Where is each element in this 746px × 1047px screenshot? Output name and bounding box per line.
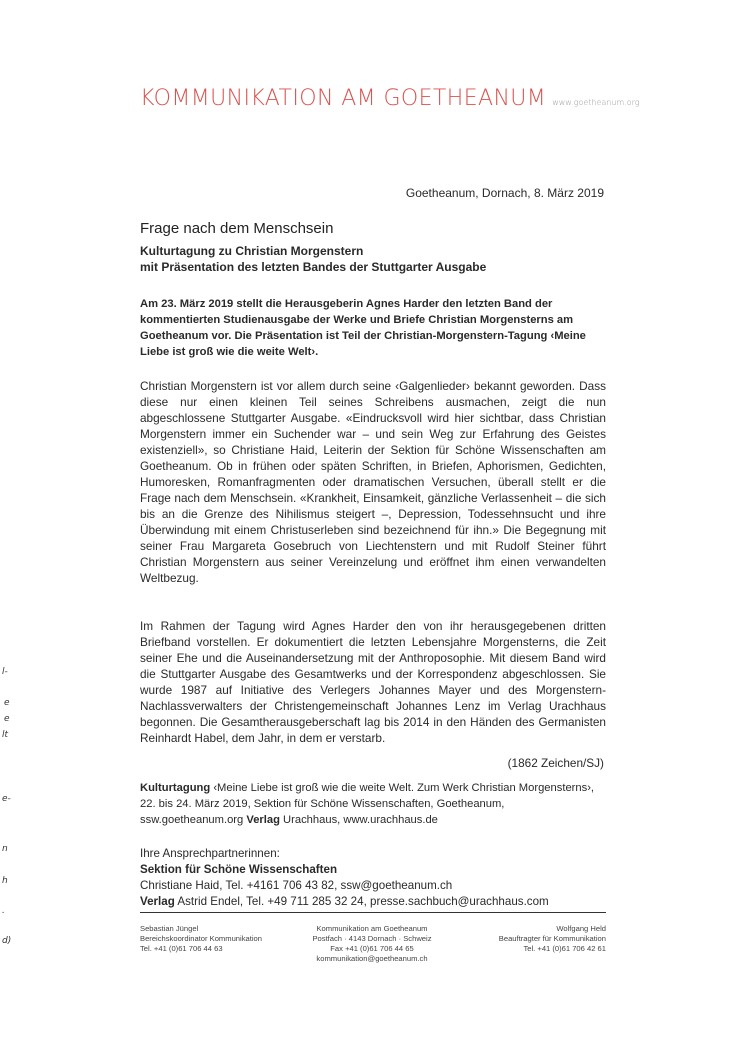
footer-left-phone: Tel. +41 (0)61 706 44 63 (140, 944, 223, 953)
event-publisher-label: Verlag (246, 814, 280, 826)
masthead-url[interactable]: www.goetheanum.org (552, 98, 640, 107)
footer-left-contact (140, 924, 300, 954)
event-publisher-text: Urachhaus, www.urachhaus.de (279, 814, 438, 826)
event-text: ‹Meine Liebe ist groß wie die weite Welt. Zum Werk Christian Morgensterns›, 22. bis 24. März 2019, Sektion für Schöne Wissenschaften, Goetheanum, ssw.goetheanum.org (140, 782, 595, 826)
margin-fragment: e- (2, 794, 11, 804)
masthead (140, 86, 640, 111)
lead-paragraph: Am 23. März 2019 stellt die Herausgeberin Agnes Harder den letzten Band der kommentierten Studienausgabe der Werke und Briefe Christian Morgensterns am Goetheanum vor. Die Präsentation ist Teil der Christian-Morgenstern-Tagung ‹Meine Liebe ist groß wie die weite Welt›. (140, 298, 586, 358)
headline: Frage nach dem Menschsein (140, 220, 334, 237)
footer-mid-address: Postfach · 4143 Dornach · Schweiz (312, 934, 432, 943)
margin-fragment: l- (2, 667, 8, 677)
subheadline (140, 243, 606, 275)
margin-fragment: e (4, 698, 10, 708)
contacts-intro: Ihre Ansprechpartnerinnen: (140, 847, 280, 860)
subheadline-line-1: Kulturtagung zu Christian Morgenstern (140, 244, 364, 258)
footer-right-name: Wolfgang Held (556, 924, 606, 933)
event-info (140, 780, 606, 828)
character-count: (1862 Zeichen/SJ) (507, 756, 604, 770)
contacts-section-name: Sektion für Schöne Wissenschaften (140, 863, 338, 876)
footer-divider (140, 912, 606, 913)
footer-mid-org: Kommunikation am Goetheanum (316, 924, 428, 933)
dateline: Goetheanum, Dornach, 8. März 2019 (405, 186, 604, 200)
subheadline-line-2: mit Präsentation des letzten Bandes der Stuttgarter Ausgabe (140, 260, 487, 274)
contacts-section-contact: Christiane Haid, Tel. +4161 706 43 82, ssw@goetheanum.ch (140, 879, 453, 892)
margin-fragment: h (2, 876, 8, 886)
contacts-block (140, 846, 606, 910)
footer-left-name: Sebastian Jüngel (140, 924, 199, 933)
footer-right-role: Beauftragter für Kommunikation (498, 934, 606, 943)
body-paragraph-2: Im Rahmen der Tagung wird Agnes Harder den von ihr herausgegebenen dritten Briefband vorstellen. Er dokumentiert die letzten Lebensjahre Morgensterns, die Zeit seiner Ehe und die Auseinandersetzung mit der Anthroposophie. Mit diesem Band wird die Stuttgarter Ausgabe des Gesamtwerks und der Korrespondenz abgeschlossen. Sie wurde 1987 auf Initiative des Verlegers Johannes Mayer und des Morgenstern-Nachlassverwalters der Christengemeinschaft Johannes Lenz im Verlag Urachhaus begonnen. Die Gesamtherausgeberschaft lag bis 2014 in den Händen des Germanisten Reinhardt Habel, dem Jahr, in dem er verstarb. (140, 619, 606, 745)
margin-fragment: e (4, 714, 10, 724)
event-label: Kulturtagung (140, 782, 211, 794)
footer-middle-address (292, 924, 452, 964)
margin-fragment: . (2, 906, 5, 916)
contacts-publisher-contact: Astrid Endel, Tel. +49 711 285 32 24, presse.sachbuch@urachhaus.com (174, 895, 549, 908)
footer-right-contact (446, 924, 606, 954)
footer-mid-email[interactable]: kommunikation@goetheanum.ch (316, 954, 428, 963)
margin-fragment: d) (2, 936, 12, 946)
footer-right-phone: Tel. +41 (0)61 706 42 61 (523, 944, 606, 953)
margin-fragment: lt (2, 730, 9, 740)
footer-mid-fax: Fax +41 (0)61 706 44 65 (330, 944, 414, 953)
masthead-title: KOMMUNIKATION AM GOETHEANUM (140, 86, 547, 111)
margin-fragment: n (2, 844, 8, 854)
body-paragraph-1: Christian Morgenstern ist vor allem durch seine ‹Galgenlieder› bekannt geworden. Dass diese nur einen kleinen Teil seines Schreibens ausmachen, zeigt die nun abgeschlossene Stuttgarter Ausgabe. «Eindrucksvoll wird hier sichtbar, dass Christian Morgenstern immer ein Suchender war – und sein Weg zur Erfahrung des Geistes existenziell», so Christiane Haid, Leiterin der Sektion für Schöne Wissenschaften am Goetheanum. Ob in frühen oder späten Schriften, in Briefen, Aphorismen, Gedichten, Humoresken, Romanfragmenten oder dramatischen Versuchen, überall stellt er die Frage nach dem Menschsein. «Krankheit, Einsamkeit, gänzliche Verlassenheit – die sich bis an die Grenze des Nihilismus steigert –, Depression, Todessehnsucht und ihre Überwindung mit einem Christuserleben sind bezeichnend für ihn.» Die Begegnung mit seiner Frau Margareta Gosebruch von Liechtenstern und mit Rudolf Steiner führt Christian Morgenstern aus seiner Vereinzelung und eröffnet ihm einen verwandelten Weltbezug. (140, 379, 606, 585)
footer-left-role: Bereichskoordinator Kommunikation (140, 934, 262, 943)
contacts-publisher-label: Verlag (140, 895, 175, 908)
